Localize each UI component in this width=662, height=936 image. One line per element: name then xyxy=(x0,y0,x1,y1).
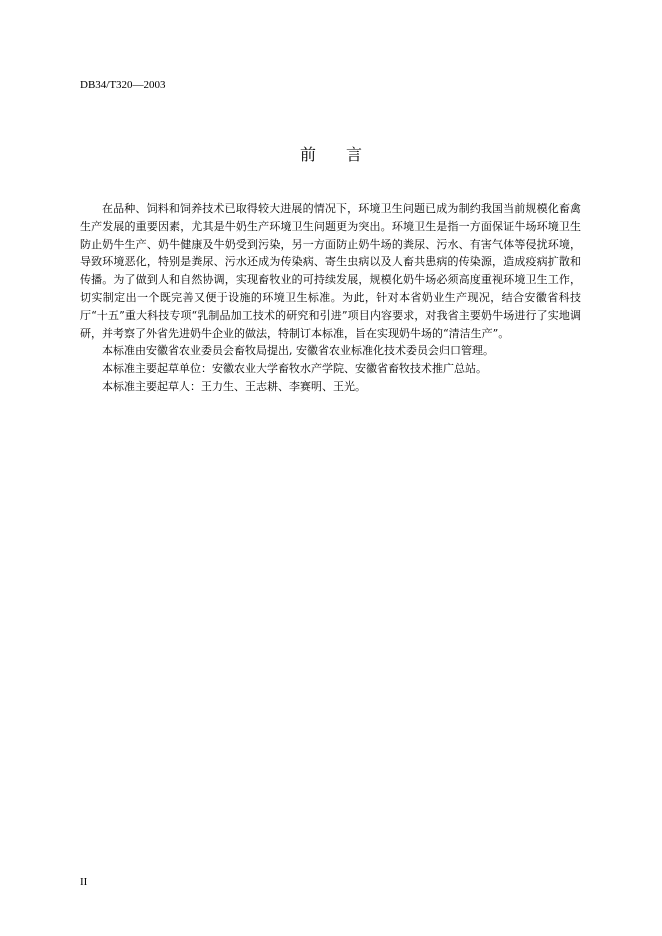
paragraph-background: 在品种、饲料和饲养技术已取得较大进展的情况下，环境卫生问题已成为制约我国当前规模化畜禽生产发展的重要因素，尤其是牛奶生产环境卫生问题更为突出。环境卫生是指一方面保证牛场环境卫生防止奶牛生产、奶牛健康及牛奶受到污染，另一方面防止奶牛场的粪尿、污水、有害气体等侵扰环境，导致环境恶化，特别是粪尿、污水还成为传染病、寄生虫病以及人畜共患病的传染源，造成疫病扩散和传播。为了做到人和自然协调，实现畜牧业的可持续发展，规模化奶牛场必须高度重视环境卫生工作，切实制定出一个既完善又便于设施的环境卫生标准。为此，针对本省奶业生产现况，结合安徽省科技厅“十五”重大科技专项“乳制品加工技术的研究和引进”项目内容要求，对我省主要奶牛场进行了实地调研，并考察了外省先进奶牛企业的做法，特制订本标准，旨在实现奶牛场的“清洁生产”。 xyxy=(80,202,581,340)
document-code: DB34/T320—2003 xyxy=(80,79,166,91)
page-title: 前言 xyxy=(299,145,392,164)
foreword-body xyxy=(80,200,581,396)
paragraph-drafting-units: 本标准主要起草单位：安徽农业大学畜牧水产学院、安徽省畜牧技术推广总站。 xyxy=(102,362,487,376)
paragraph-drafters: 本标准主要起草人：王力生、王志耕、李赛明、王光。 xyxy=(102,379,366,393)
paragraph-proposer: 本标准由安徽省农业委员会畜牧局提出, 安徽省农业标准化技术委员会归口管理。 xyxy=(102,344,494,358)
page-number: II xyxy=(80,876,88,888)
